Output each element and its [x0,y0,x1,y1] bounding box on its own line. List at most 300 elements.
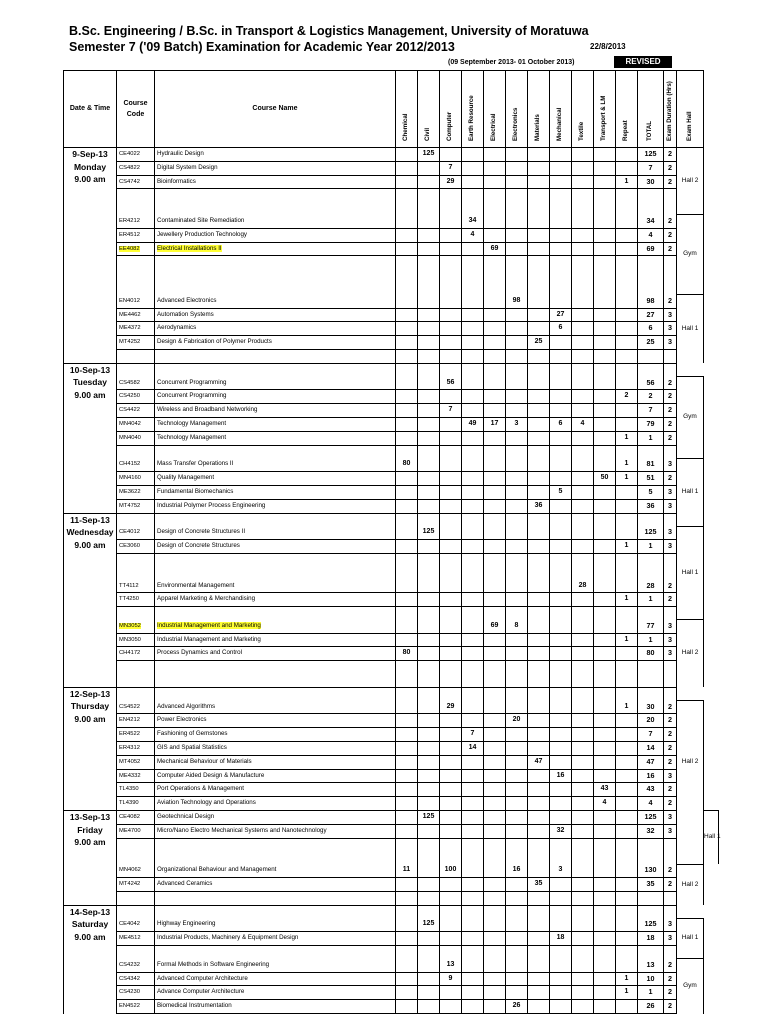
dept-count [550,295,572,308]
exam-duration [664,607,677,620]
col-chemical: Chemical [402,113,410,142]
course-name-text: Advanced Computer Architecture [157,974,248,982]
course-name-text: Technology Management [157,419,227,427]
course-name-text: Wireless and Broadband Networking [157,406,258,414]
course-name [155,755,396,769]
total-count [638,607,664,620]
dept-count [396,838,418,851]
table-row [64,228,719,242]
course-name [155,431,396,445]
dept-count [594,242,616,256]
dept-count [462,797,484,811]
total-count: 1 [638,986,664,1000]
dept-count [396,390,418,404]
dept-count [440,661,462,674]
dept-count [462,282,484,295]
dept-count [462,932,484,946]
dept-count [572,202,594,215]
dept-count [484,567,506,580]
dept-count: 98 [506,295,528,308]
dept-count [462,390,484,404]
dept-count [484,499,506,513]
dept-count [594,851,616,864]
dept-count [550,377,572,390]
dept-count [506,918,528,931]
dept-count [440,445,462,458]
dept-count [418,687,440,700]
total-count [638,189,664,202]
total-count: 47 [638,755,664,769]
course-name [117,674,155,687]
dept-count [528,417,550,431]
dept-count [572,878,594,892]
course-name [155,472,396,486]
dept-count [616,838,638,851]
dept-count [484,661,506,674]
dept-count [550,567,572,580]
dept-count [484,336,506,350]
course-name [155,687,396,700]
dept-count [462,811,484,825]
dept-count: 80 [396,647,418,661]
spacer-row [64,674,719,687]
dept-count [594,269,616,282]
dept-count [550,838,572,851]
dept-count [506,322,528,336]
course-name [155,567,396,580]
dept-count [528,742,550,756]
table-row [64,918,719,931]
col-computer: Computer [446,111,454,142]
course-name-text: Advanced Algorithms [157,702,216,710]
dept-count [396,513,418,526]
dept-count [506,607,528,620]
course-code [117,797,155,811]
dept-count [550,390,572,404]
dept-count [396,377,418,390]
dept-count [550,553,572,566]
dept-count [616,811,638,825]
dept-count [572,674,594,687]
course-code-text: EN4212 [119,717,140,724]
exam-duration: 3 [664,322,677,336]
spacer-row [64,661,719,674]
dept-count [572,959,594,972]
day-time: 9.00 am [74,931,106,942]
dept-count [616,959,638,972]
dept-count [594,148,616,162]
dept-count [484,633,506,647]
exam-duration: 3 [664,308,677,322]
dept-count [572,946,594,959]
spacer-row [64,607,719,620]
dept-count [550,972,572,986]
dept-count [396,553,418,566]
dept-count [594,824,616,838]
course-code [117,540,155,554]
total-count [638,445,664,458]
table-row [64,308,719,322]
table-row [64,755,719,769]
table-row [64,811,719,825]
dept-count [484,674,506,687]
exam-duration: 2 [664,580,677,593]
dept-count [528,567,550,580]
course-name [155,728,396,742]
exam-duration: 2 [664,742,677,756]
dept-count [484,959,506,972]
course-name [155,404,396,418]
dept-count [462,404,484,418]
dept-count [506,701,528,714]
dept-count: 125 [418,526,440,539]
dept-count [550,647,572,661]
course-name [155,580,396,593]
dept-count [484,714,506,728]
dept-count [418,540,440,554]
total-count [638,905,664,918]
exam-duration: 2 [664,701,677,714]
course-name [155,824,396,838]
dept-count [396,797,418,811]
dept-count [396,918,418,931]
exam-duration: 3 [664,336,677,350]
dept-count [594,661,616,674]
day-day: Saturday [71,919,109,930]
course-code [117,175,155,189]
dept-count [616,404,638,418]
title-line-2: Semester 7 ('09 Batch) Examination for Academic Year 2012/2013 [69,40,455,54]
dept-count [462,714,484,728]
dept-count [418,932,440,946]
dept-count [440,336,462,350]
dept-count [594,674,616,687]
exam-duration: 2 [664,593,677,607]
dept-count [594,946,616,959]
dept-count [396,228,418,242]
dept-count [396,607,418,620]
day-day: Tuesday [73,377,107,388]
table-row [64,728,719,742]
dept-count [440,228,462,242]
dept-count [616,295,638,308]
dept-count [594,769,616,783]
dept-count [462,526,484,539]
dept-count [616,161,638,175]
exam-duration: 2 [664,755,677,769]
day-day: Friday [77,824,103,835]
dept-count [506,891,528,905]
dept-count [594,891,616,905]
dept-count [396,445,418,458]
dept-count [396,620,418,633]
course-code [117,295,155,308]
day-time: 9.00 am [74,539,106,550]
dept-count [528,228,550,242]
dept-count [418,161,440,175]
course-code-text: CS4230 [119,989,140,996]
dept-count [396,242,418,256]
dept-count: 14 [462,742,484,756]
course-code [117,620,155,633]
col-date-time: Date & Time [64,71,117,148]
course-name [155,714,396,728]
dept-count: 11 [396,864,418,877]
course-name [155,540,396,554]
dept-count [418,728,440,742]
dept-count [616,485,638,499]
dept-count [616,742,638,756]
dept-count [572,242,594,256]
dept-count: 1 [616,472,638,486]
dept-count [506,513,528,526]
exam-duration: 3 [664,769,677,783]
course-name [155,215,396,228]
dept-count [418,445,440,458]
dept-count [550,905,572,918]
dept-count [155,674,396,687]
dept-count [462,824,484,838]
exam-hall: Hall 1 [704,811,719,865]
course-name-text: Industrial Management and Marketing [157,635,261,643]
dept-count: 1 [616,972,638,986]
dept-count [572,499,594,513]
dept-count [572,472,594,486]
dept-count [418,661,440,674]
course-name [155,769,396,783]
dept-count [550,458,572,471]
dept-count [506,946,528,959]
dept-count [462,986,484,1000]
issue-date: 22/8/2013 [590,42,626,51]
dept-count [528,647,550,661]
table-row [64,1000,719,1014]
exam-duration: 2 [664,783,677,797]
dept-count [462,189,484,202]
course-name [155,972,396,986]
exam-hall: Gym [677,959,704,1014]
course-name [155,633,396,647]
dept-count [506,526,528,539]
dept-count [616,336,638,350]
col-total: TOTAL [646,121,654,142]
dept-count [528,905,550,918]
dept-count [572,553,594,566]
spacer-row [64,282,719,295]
dept-count [594,336,616,350]
dept-count: 18 [550,932,572,946]
spacer-row [64,687,719,700]
course-code-text: CE4082 [119,814,140,821]
dept-count [506,647,528,661]
dept-count: 36 [528,499,550,513]
total-count: 1 [638,540,664,554]
dept-count [572,687,594,700]
dept-count: 49 [462,417,484,431]
table-row [64,783,719,797]
total-count: 28 [638,580,664,593]
dept-count [418,308,440,322]
date-time-cell [64,811,117,906]
dept-count [484,295,506,308]
exam-duration [664,687,677,700]
dept-count [528,363,550,376]
dept-count: 69 [484,242,506,256]
dept-count [572,811,594,825]
course-code [117,202,155,215]
dept-count: 34 [462,215,484,228]
exam-hall: Hall 2 [677,620,704,687]
course-name [155,864,396,877]
course-code [64,674,117,687]
dept-count [484,269,506,282]
course-code [117,742,155,756]
dept-count [616,946,638,959]
dept-count [572,295,594,308]
dept-count [572,404,594,418]
dept-count [594,404,616,418]
dept-count [528,607,550,620]
dept-count [440,322,462,336]
dept-count [418,864,440,877]
course-name-text: Concurrent Programming [157,378,227,386]
dept-count [572,905,594,918]
course-code [117,485,155,499]
table-row [64,175,719,189]
dept-count [528,526,550,539]
dept-count [396,431,418,445]
dept-count [462,256,484,269]
dept-count [462,202,484,215]
dept-count [396,404,418,418]
dept-count [594,687,616,700]
dept-count [572,1000,594,1014]
exam-duration: 2 [664,864,677,877]
course-name [155,891,396,905]
dept-count [484,202,506,215]
dept-count [418,472,440,486]
spacer-row [64,838,719,851]
course-name-text: Environmental Management [157,581,235,589]
dept-count [440,148,462,162]
dept-count [418,797,440,811]
dept-count [484,607,506,620]
course-code-text: TT4112 [119,582,139,589]
total-count: 13 [638,959,664,972]
dept-count: 26 [506,1000,528,1014]
course-name [155,390,396,404]
dept-count: 1 [616,701,638,714]
dept-count [572,972,594,986]
exam-duration: 2 [664,148,677,162]
dept-count: 9 [440,972,462,986]
course-name-text: Organizational Behaviour and Management [157,866,277,874]
course-code-text: MT4242 [119,881,141,888]
dept-count [418,878,440,892]
dept-count [418,513,440,526]
dept-count [528,202,550,215]
dept-count [594,714,616,728]
dept-count [506,783,528,797]
dept-count [462,540,484,554]
dept-count: 56 [440,377,462,390]
total-count [638,838,664,851]
dept-count [484,540,506,554]
table-row [64,458,719,471]
dept-count [396,282,418,295]
table-row [64,972,719,986]
exam-duration: 2 [664,161,677,175]
spacer-row [64,349,719,363]
dept-count [440,769,462,783]
dept-count [462,674,484,687]
course-code-text: ME4512 [119,935,141,942]
dept-count [484,526,506,539]
course-name [155,526,396,539]
dept-count [440,308,462,322]
dept-count [462,946,484,959]
dept-count [616,687,638,700]
dept-count [396,714,418,728]
dept-count [616,607,638,620]
dept-count [616,932,638,946]
dept-count [440,891,462,905]
dept-count [462,499,484,513]
total-count [638,851,664,864]
dept-count [594,349,616,363]
dept-count [616,567,638,580]
dept-count [418,647,440,661]
col-course-name: Course Name [155,71,396,148]
dept-count [418,228,440,242]
dept-count [396,946,418,959]
exam-hall: Gym [677,215,704,295]
dept-count [462,838,484,851]
dept-count [440,295,462,308]
dept-count [440,687,462,700]
course-code [117,282,155,295]
dept-count [528,851,550,864]
course-code-text: CE4022 [119,151,140,157]
dept-count [396,661,418,674]
dept-count [440,728,462,742]
total-count [638,282,664,295]
dept-count [440,946,462,959]
dept-count: 20 [506,714,528,728]
table-row [64,797,719,811]
dept-count [594,864,616,877]
course-name [155,256,396,269]
dept-count [528,215,550,228]
course-code [117,1000,155,1014]
dept-count [594,282,616,295]
col-earth-resource: Earth Resource [468,95,476,142]
exam-duration: 2 [664,228,677,242]
total-count: 69 [638,242,664,256]
dept-count [572,986,594,1000]
dept-count [550,918,572,931]
dept-count [616,148,638,162]
total-count: 125 [638,148,664,162]
dept-count [616,256,638,269]
exam-duration: 2 [664,959,677,972]
dept-count [440,282,462,295]
exam-duration [664,256,677,269]
dept-count [506,674,528,687]
course-name [155,242,396,256]
table-row [64,769,719,783]
dept-count [418,959,440,972]
